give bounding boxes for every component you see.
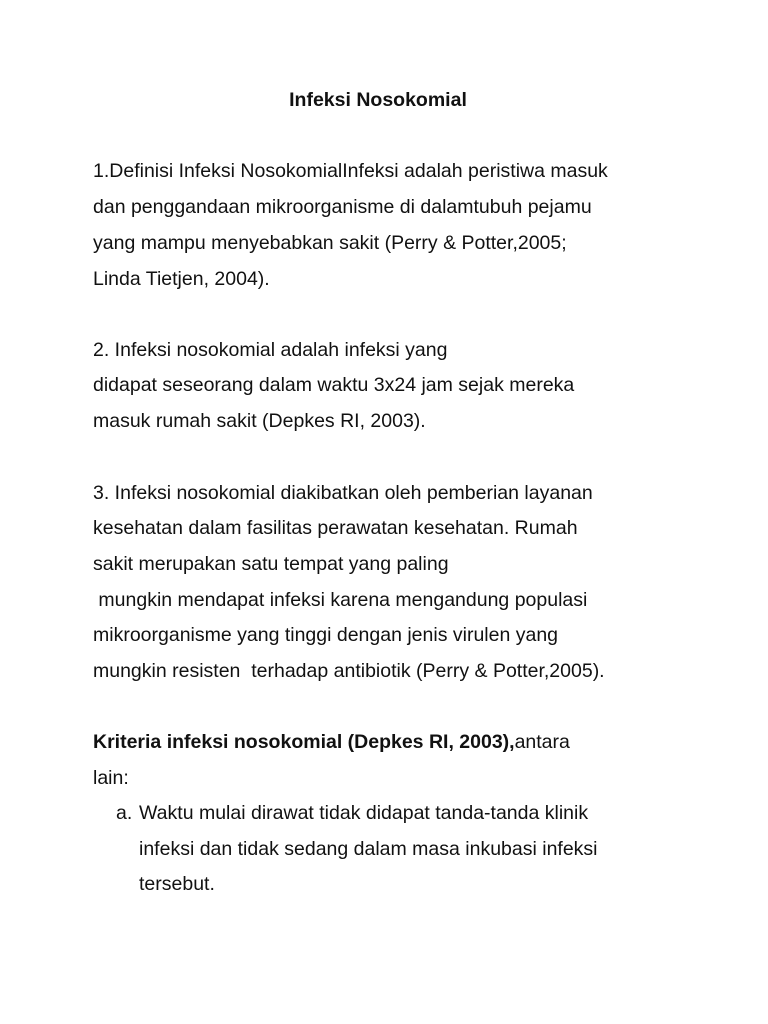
paragraph-3-line-2: kesehatan dalam fasilitas perawatan kesehatan. Rumah xyxy=(93,517,578,539)
paragraph-2-line-1: 2. Infeksi nosokomial adalah infeksi yang xyxy=(93,339,448,361)
paragraph-1-line-4: Linda Tietjen, 2004). xyxy=(93,268,270,290)
paragraph-3-line-5: mikroorganisme yang tinggi dengan jenis virulen yang xyxy=(93,624,559,646)
paragraph-3-line-4: mungkin mendapat infeksi karena mengandung populasi xyxy=(93,589,588,611)
criteria-item-a-marker: a. xyxy=(116,802,133,824)
paragraph-3-line-3: sakit merupakan satu tempat yang paling xyxy=(93,553,449,575)
criteria-heading-bold: Kriteria infeksi nosokomial (Depkes RI, 2003), xyxy=(93,731,515,753)
paragraph-1-line-2: dan penggandaan mikroorganisme di dalamtubuh pejamu xyxy=(93,196,592,218)
criteria-heading-line-2: lain: xyxy=(93,767,129,789)
paragraph-2-line-2: didapat seseorang dalam waktu 3x24 jam sejak mereka xyxy=(93,374,575,396)
criteria-item-a-line-1: Waktu mulai dirawat tidak didapat tanda-tanda klinik xyxy=(139,802,589,824)
document-title: Infeksi Nosokomial xyxy=(289,89,467,111)
paragraph-3-line-6: mungkin resisten terhadap antibiotik (Perry & Potter,2005). xyxy=(93,660,605,682)
criteria-heading-rest: antara xyxy=(514,731,570,753)
paragraph-1-line-1: 1.Definisi Infeksi NosokomialInfeksi adalah peristiwa masuk xyxy=(93,160,608,182)
paragraph-3-line-1: 3. Infeksi nosokomial diakibatkan oleh pemberian layanan xyxy=(93,482,593,504)
paragraph-2-line-3: masuk rumah sakit (Depkes RI, 2003). xyxy=(93,410,426,432)
criteria-item-a-line-2: infeksi dan tidak sedang dalam masa inkubasi infeksi xyxy=(139,838,598,860)
paragraph-1-line-3: yang mampu menyebabkan sakit (Perry & Potter,2005; xyxy=(93,232,567,254)
criteria-item-a-line-3: tersebut. xyxy=(139,873,215,895)
criteria-heading xyxy=(93,730,570,754)
